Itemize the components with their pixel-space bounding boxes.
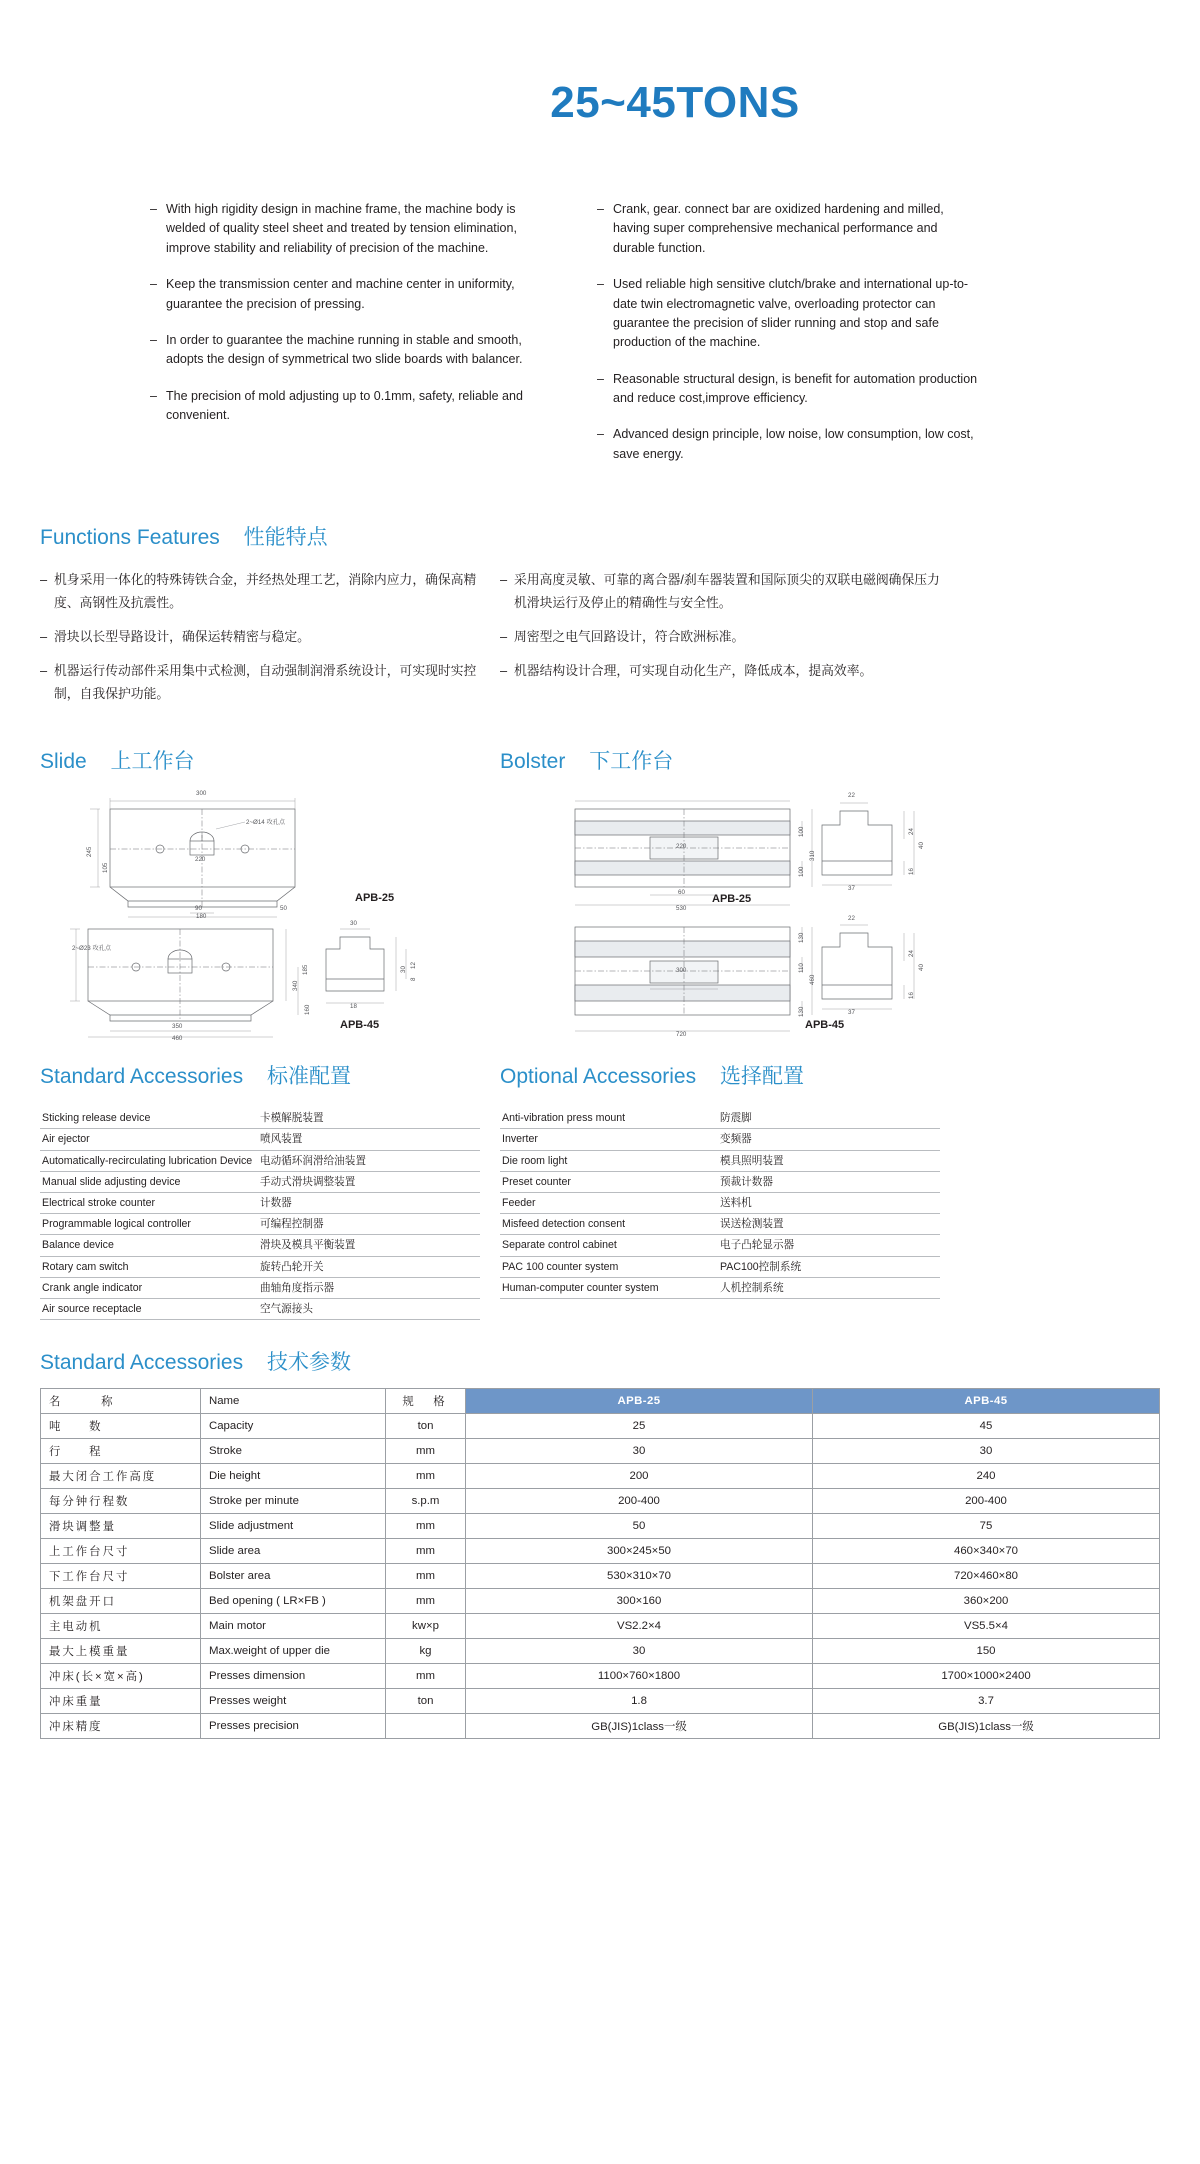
slide-heading: Slide 上工作台 — [40, 750, 195, 774]
list-item: – 周密型之电气回路设计，符合欧洲标准。 — [500, 626, 940, 648]
table-row: PAC 100 counter system PAC100控制系统 — [500, 1256, 940, 1277]
accessories-headings-row — [0, 1060, 1200, 1090]
optional-accessories-table — [500, 1108, 940, 1299]
bolster-drawing-apb25: 100 100 310 220 60 530 22 24 40 16 37 APB-25 — [500, 789, 940, 919]
standard-accessories-table-wrap — [40, 1098, 480, 1320]
list-item: – In order to guarantee the machine running in stable and smooth, adopts the design of symmetrical two slide boards with balancer. — [150, 331, 535, 370]
table-row: Die room light 模具照明装置 — [500, 1150, 940, 1171]
table-row: 冲床精度 Presses precision GB(JIS)1class一级 GB(JIS)1class一级 — [41, 1714, 1160, 1739]
table-row: 吨 数 Capacity ton 25 45 — [41, 1414, 1160, 1439]
functions-heading-row — [0, 521, 1200, 551]
spec-table-wrap — [0, 1388, 1200, 1739]
dash-icon: – — [500, 663, 508, 679]
table-row: Misfeed detection consent 误送检测装置 — [500, 1214, 940, 1235]
dash-icon: – — [597, 371, 604, 386]
table-row: 滑块调整量 Slide adjustment mm 50 75 — [41, 1514, 1160, 1539]
dash-icon: – — [40, 628, 48, 644]
table-row: Manual slide adjusting device 手动式滑块调整装置 — [40, 1171, 480, 1192]
table-row: Air ejector 喷风装置 — [40, 1129, 480, 1150]
list-item: – Keep the transmission center and machine center in uniformity, guarantee the precision of pressing. — [150, 275, 535, 314]
table-row: 冲床重量 Presses weight ton 1.8 3.7 — [41, 1689, 1160, 1714]
table-row: 最大上模重量 Max.weight of upper die kg 30 150 — [41, 1639, 1160, 1664]
dash-icon: – — [150, 202, 157, 216]
table-row: Separate control cabinet 电子凸轮显示器 — [500, 1235, 940, 1256]
table-row: 机架盘开口 Bed opening ( LR×FB ) mm 300×160 360×200 — [41, 1589, 1160, 1614]
optional-accessories-table-wrap — [500, 1098, 940, 1320]
table-row: Programmable logical controller 可编程控制器 — [40, 1214, 480, 1235]
bolster-drawing-apb45: 130 110 130 460 300 720 22 24 40 16 37 APB-45 — [500, 919, 940, 1044]
table-row: 上工作台尺寸 Slide area mm 300×245×50 460×340×70 — [41, 1539, 1160, 1564]
dash-icon: – — [597, 427, 604, 442]
list-item: – Used reliable high sensitive clutch/brake and international up-to-date twin electromagnetic valve, overloading protector can guarantee the precision of slider running and stop and safe production of the machine. — [597, 275, 982, 353]
slide-apb45-svg — [40, 919, 480, 1044]
list-item: – 机器运行传动部件采用集中式检测，自动强制润滑系统设计，可实现时实控制，自我保护功能。 — [40, 660, 480, 705]
dash-icon: – — [500, 572, 508, 588]
english-features — [0, 200, 1200, 481]
functions-features-left — [40, 569, 480, 717]
list-item: – Crank, gear. connect bar are oxidized hardening and milled, having super comprehensive mechanical performance and durable function. — [597, 200, 982, 258]
dash-icon: – — [150, 388, 157, 403]
dash-icon: – — [40, 663, 48, 679]
table-row: Air source receptacle 空气源接头 — [40, 1299, 480, 1320]
table-row: 最大闭合工作高度 Die height mm 200 240 — [41, 1464, 1160, 1489]
col-header-unit: 规 格 — [386, 1389, 466, 1414]
table-row: Feeder 送料机 — [500, 1193, 940, 1214]
spec-table — [40, 1388, 1160, 1739]
list-item: – The precision of mold adjusting up to 0.1mm, safety, reliable and convenient. — [150, 387, 535, 426]
list-item: – 机器结构设计合理，可实现自动化生产，降低成本，提高效率。 — [500, 660, 940, 682]
standard-accessories-table — [40, 1108, 480, 1320]
table-row: 行 程 Stroke mm 30 30 — [41, 1439, 1160, 1464]
standard-accessories-heading: Standard Accessories 标准配置 — [40, 1065, 351, 1089]
list-item: – With high rigidity design in machine frame, the machine body is welded of quality steel sheet and treated by tension elimination, improve stability and reliability of precision of the machine. — [150, 200, 535, 258]
bolster-heading: Bolster 下工作台 — [500, 750, 674, 774]
dash-icon: – — [597, 202, 604, 216]
table-row: Sticking release device 卡模解脱装置 — [40, 1108, 480, 1129]
functions-features — [0, 569, 1200, 717]
table-row: Crank angle indicator 曲轴角度指示器 — [40, 1277, 480, 1298]
drawing-headings-row — [0, 745, 1200, 775]
english-features-left — [150, 200, 535, 481]
col-header-apb45: APB-45 — [813, 1389, 1160, 1414]
optional-accessories-heading: Optional Accessories 选择配置 — [500, 1065, 804, 1089]
col-header-name-en: Name — [201, 1389, 386, 1414]
col-header-apb25: APB-25 — [466, 1389, 813, 1414]
table-row: 冲床(长×宽×高) Presses dimension mm 1100×760×1800 1700×1000×2400 — [41, 1664, 1160, 1689]
table-row: Automatically-recirculating lubrication Device 电动循环润滑给油装置 — [40, 1150, 480, 1171]
list-item: – 采用高度灵敏、可靠的离合器/刹车器装置和国际顶尖的双联电磁阀确保压力机滑块运行及停止的精确性与安全性。 — [500, 569, 940, 614]
table-row: Electrical stroke counter 计数器 — [40, 1193, 480, 1214]
functions-heading: Functions Features 性能特点 — [40, 526, 328, 550]
list-item: – Reasonable structural design, is benefit for automation production and reduce cost,improve efficiency. — [597, 370, 982, 409]
slide-apb25-svg — [40, 789, 480, 919]
accessories-tables — [0, 1098, 1200, 1320]
table-row: 每分钟行程数 Stroke per minute s.p.m 200-400 200-400 — [41, 1489, 1160, 1514]
dash-icon: – — [597, 277, 604, 292]
list-item: – 滑块以长型导路设计，确保运转精密与稳定。 — [40, 626, 480, 648]
technical-drawings — [0, 789, 1200, 1044]
table-header-row — [41, 1389, 1160, 1414]
table-row: 下工作台尺寸 Bolster area mm 530×310×70 720×460×80 — [41, 1564, 1160, 1589]
dash-icon: – — [40, 572, 48, 588]
table-row: Human-computer counter system 人机控制系统 — [500, 1277, 940, 1298]
bolster-apb45-svg — [500, 919, 940, 1044]
table-row: Anti-vibration press mount 防震脚 — [500, 1108, 940, 1129]
slide-drawing-apb45: 2~Ø23 攻孔点 340 185 160 350 460 30 30 12 8 18 APB-45 — [40, 919, 480, 1044]
table-row: Preset counter 预裁计数器 — [500, 1171, 940, 1192]
table-row: Balance device 滑块及模具平衡装置 — [40, 1235, 480, 1256]
table-row: Inverter 变频器 — [500, 1129, 940, 1150]
page-title: 25~45TONS — [550, 78, 800, 127]
dash-icon: – — [150, 332, 157, 347]
list-item: – 机身采用一体化的特殊铸铁合金，并经热处理工艺，消除内应力，确保高精度、高钢性及抗震性。 — [40, 569, 480, 614]
table-row: 主电动机 Main motor kw×p VS2.2×4 VS5.5×4 — [41, 1614, 1160, 1639]
list-item: – Advanced design principle, low noise, low consumption, low cost, save energy. — [597, 425, 982, 464]
slide-drawing-apb25: 300 245 105 2~Ø14 攻孔点 220 90 180 50 APB-25 — [40, 789, 480, 919]
dash-icon: – — [500, 628, 508, 644]
col-header-name-cn: 名 称 — [41, 1389, 201, 1414]
slide-drawings — [40, 789, 480, 1044]
functions-features-right — [500, 569, 940, 717]
bolster-drawings — [500, 789, 940, 1044]
table-row: Rotary cam switch 旋转凸轮开关 — [40, 1256, 480, 1277]
english-features-right — [597, 200, 982, 481]
spec-heading: Standard Accessories 技术参数 — [40, 1351, 351, 1375]
dash-icon: – — [150, 277, 157, 292]
